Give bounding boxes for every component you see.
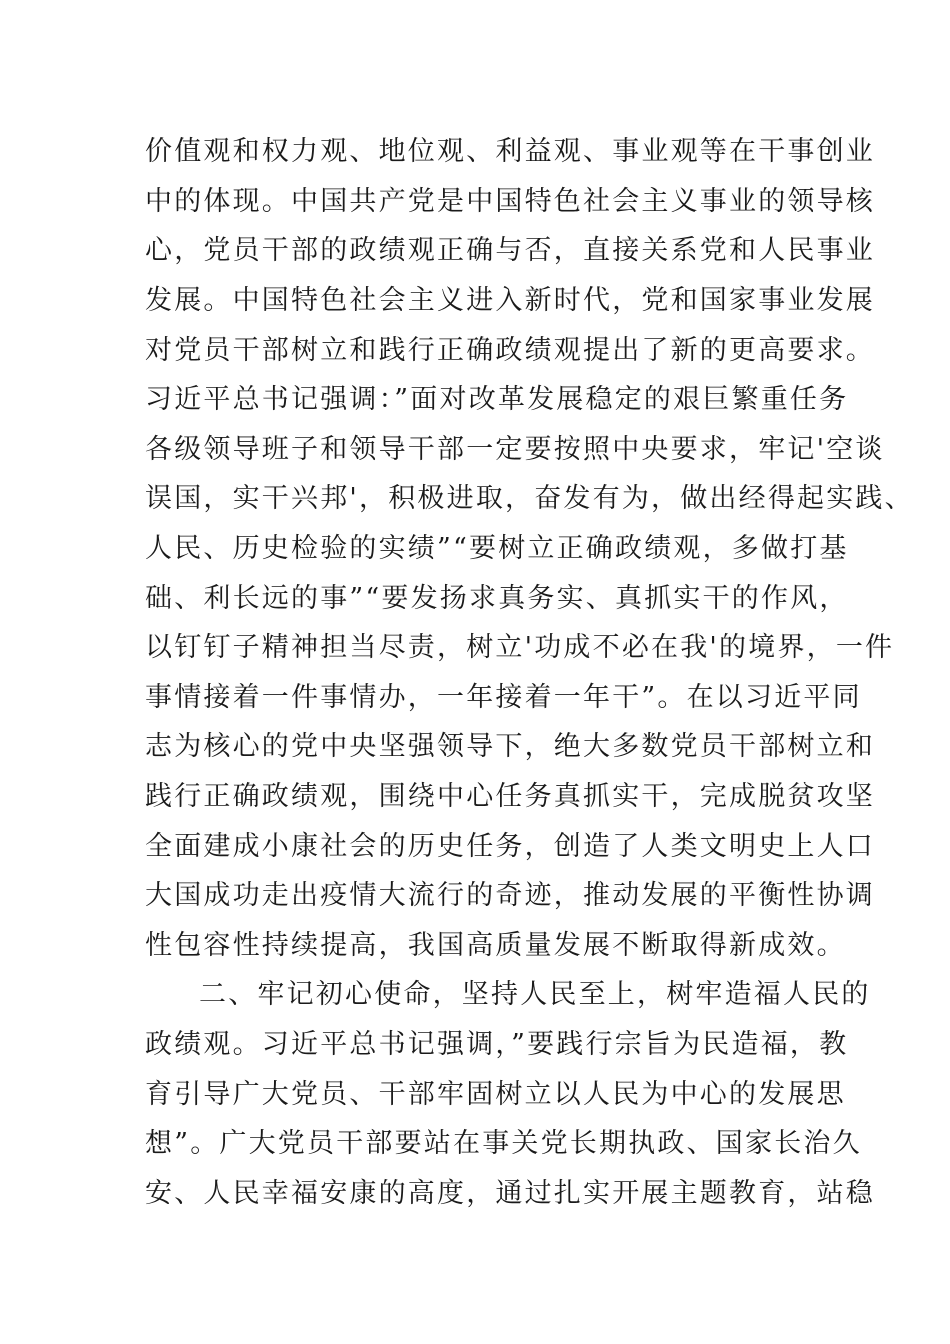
text-line: 习近平总书记强调：”面对改革发展稳定的艰巨繁重任务 — [145, 384, 849, 415]
text-line: 发展。中国特色社会主义进入新时代，党和国家事业发展 — [145, 285, 875, 316]
text-line: 想”。广大党员干部要站在事关党长期执政、国家长治久 — [145, 1128, 862, 1159]
text-line: 心，党员干部的政绩观正确与否，直接关系党和人民事业 — [145, 235, 875, 266]
text-line: 性包容性持续提高，我国高质量发展不断取得新成效。 — [145, 930, 846, 961]
text-line: 安、人民幸福安康的高度，通过扎实开展主题教育，站稳 — [145, 1178, 875, 1209]
text-line: 践行正确政绩观，围绕中心任务真抓实干，完成脱贫攻坚 — [145, 781, 875, 812]
text-line: 人民、历史检验的实绩”“要树立正确政绩观，多做打基 — [145, 533, 849, 564]
text-line: 误国，实干兴邦'，积极进取，奋发有为，做出经得起实践、 — [145, 483, 914, 514]
text-line: 全面建成小康社会的历史任务，创造了人类文明史上人口 — [145, 831, 875, 862]
text-line: 础、利长远的事”“要发扬求真务实、真抓实干的作风， — [145, 583, 849, 614]
text-line: 育引导广大党员、干部牢固树立以人民为中心的发展思 — [145, 1079, 846, 1110]
text-line: 价值观和权力观、地位观、利益观、事业观等在干事创业 — [145, 136, 875, 167]
text-line: 各级领导班子和领导干部一定要按照中央要求，牢记'空谈 — [145, 434, 885, 465]
text-line: 志为核心的党中央坚强领导下，绝大多数党员干部树立和 — [145, 731, 875, 762]
text-line: 政绩观。习近平总书记强调，”要践行宗旨为民造福，教 — [145, 1029, 849, 1060]
text-line: 以钉钉子精神担当尽责，树立'功成不必在我'的境界，一件 — [145, 632, 895, 663]
text-line: 中的体现。中国共产党是中国特色社会主义事业的领导核 — [145, 186, 875, 217]
text-line: 对党员干部树立和践行正确政绩观提出了新的更高要求。 — [145, 335, 875, 366]
text-line: 大国成功走出疫情大流行的奇迹，推动发展的平衡性协调 — [145, 880, 875, 911]
text-line: 事情接着一件事情办，一年接着一年干”。在以习近平同 — [145, 682, 862, 713]
paragraph-heading-line: 二、牢记初心使命，坚持人民至上，树牢造福人民的 — [199, 979, 871, 1010]
